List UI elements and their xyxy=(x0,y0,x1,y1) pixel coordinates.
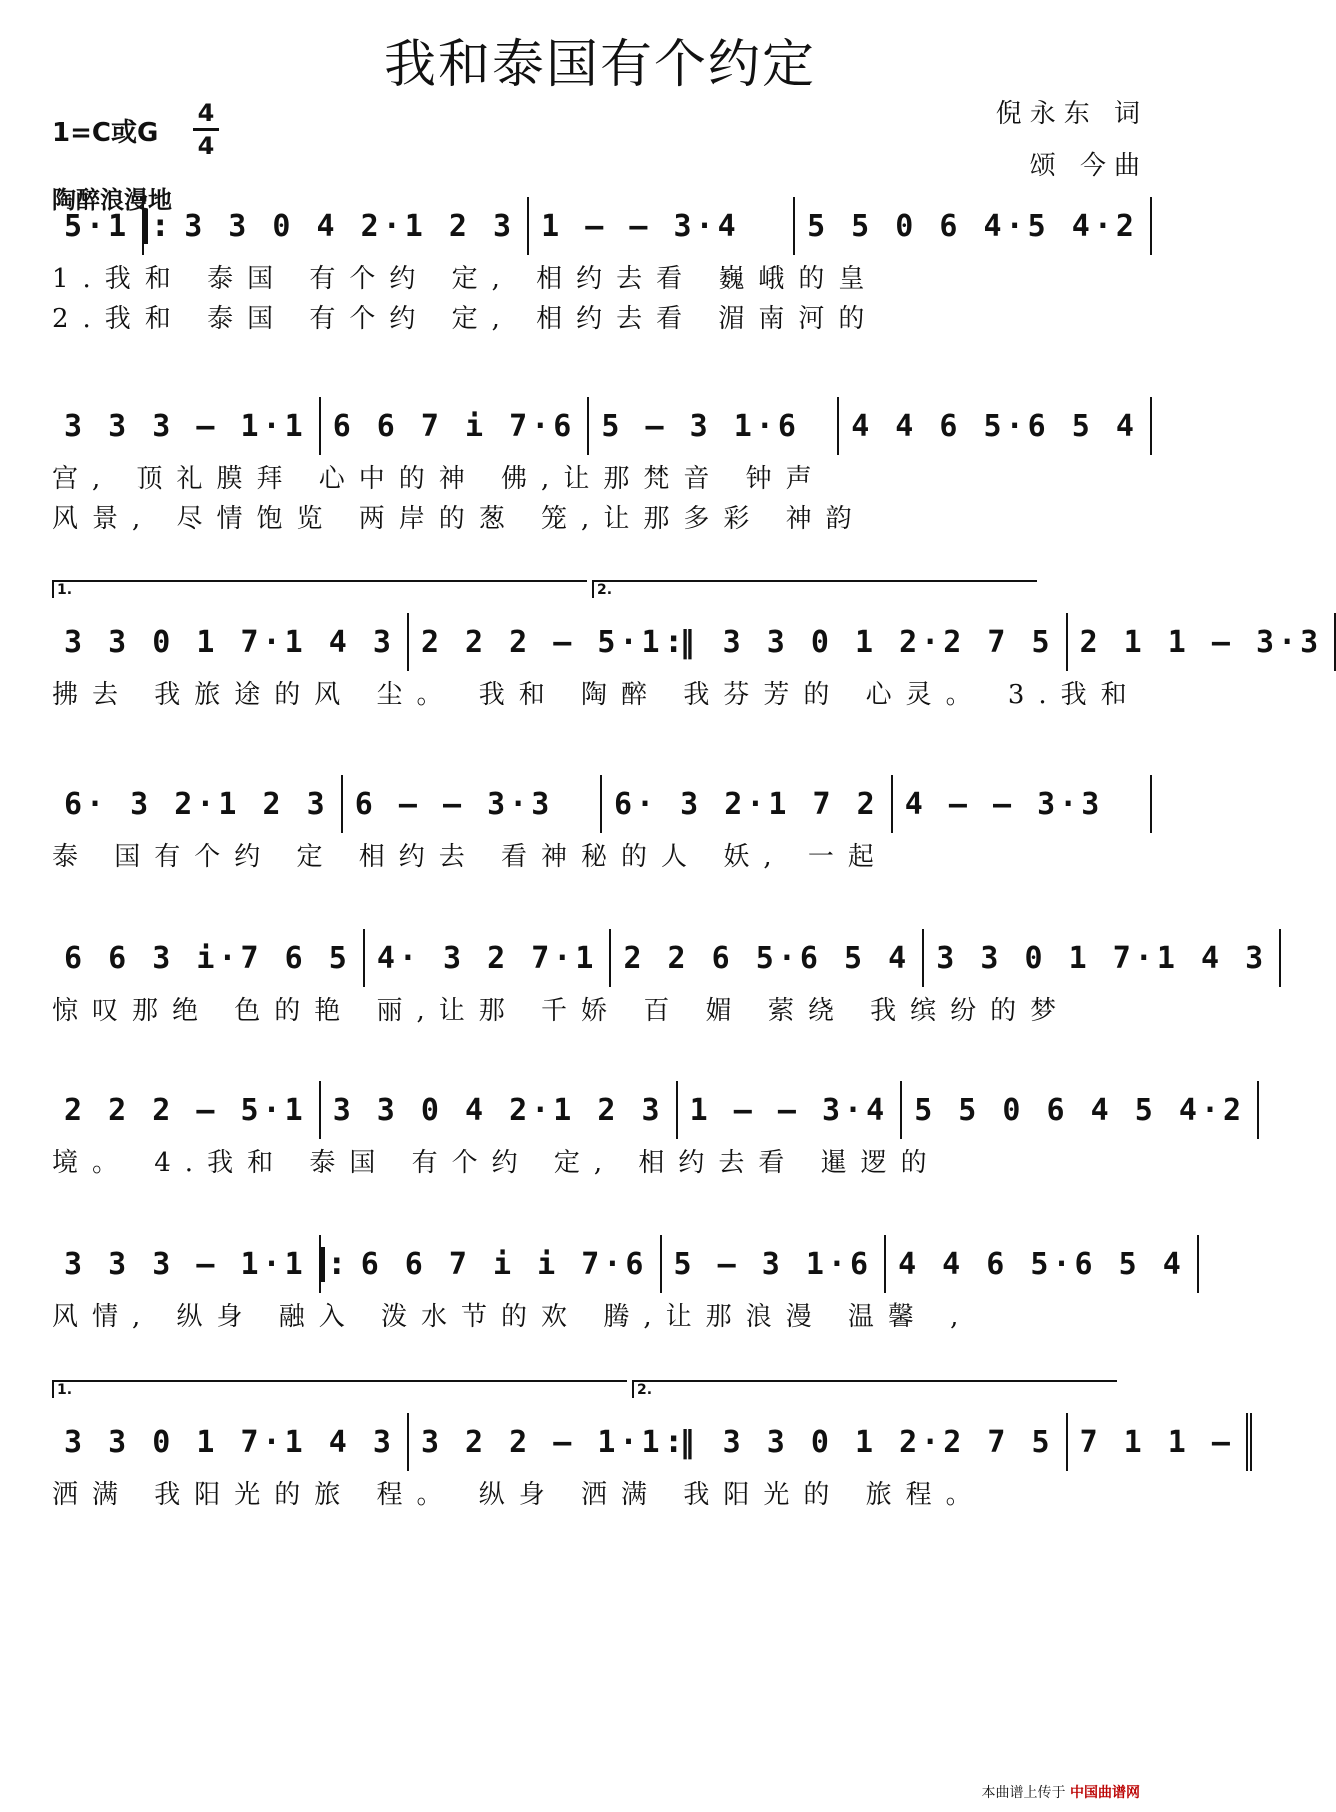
score-system-5 xyxy=(52,928,1268,1028)
notes: 3 3 0 1 7·1 4 3 xyxy=(936,940,1268,976)
notes: 2 2 2 – 5·1 xyxy=(420,624,664,660)
notes: 2 2 6 5·6 5 4 xyxy=(623,940,911,976)
key-signature: 1=C或G xyxy=(52,118,159,148)
lyricist-credit: 倪永东 词 xyxy=(995,99,1148,129)
score-system-2 xyxy=(52,396,1152,536)
measure xyxy=(678,1081,903,1139)
measure xyxy=(321,1081,678,1139)
song-title: 我和泰国有个约定 xyxy=(383,35,816,95)
measure xyxy=(343,775,602,833)
repeat-end-sign: :‖ xyxy=(667,1424,695,1460)
notes: 7 1 1 – xyxy=(1079,1424,1234,1460)
notes: 3 2 2 – 1·1 xyxy=(420,1424,664,1460)
measure xyxy=(602,775,893,833)
notes: 1 – – 3·4 xyxy=(541,208,740,244)
measure xyxy=(611,929,924,987)
lyric-line xyxy=(52,1472,1152,1512)
lyric-line xyxy=(52,456,1152,496)
measure xyxy=(795,197,1152,255)
lyric-text: 宫, 顶礼膜拜 心中的神 佛,让那梵音 钟声 xyxy=(52,463,826,494)
lyric-text: 风景, 尽情饱览 两岸的葱 笼,让那多彩 神韵 xyxy=(52,503,866,534)
lyric-text: 惊叹那绝 色的艳 丽,让那 千娇 百 媚 萦绕 我缤纷的梦 xyxy=(52,995,1071,1026)
time-signature-bottom: 4 xyxy=(197,132,215,160)
measure xyxy=(52,929,365,987)
lyric-line xyxy=(52,296,1152,336)
measure xyxy=(52,613,409,671)
measure xyxy=(349,1235,662,1293)
measure xyxy=(529,197,795,255)
notes: 6 6 7 i i 7·6 xyxy=(360,1246,648,1282)
notes: 2 2 2 – 5·1 xyxy=(64,1092,307,1128)
lyric-line xyxy=(52,496,1152,536)
measure xyxy=(409,613,711,671)
pickup-measure xyxy=(52,197,144,255)
measure xyxy=(172,197,529,255)
notes: 5·1 xyxy=(64,208,131,244)
score-system-1 xyxy=(52,196,1152,336)
notation-row xyxy=(52,774,1152,834)
volta-first-ending: 1. xyxy=(52,1380,627,1398)
volta-second-ending: 2. xyxy=(632,1380,1117,1398)
measure xyxy=(52,1235,321,1293)
measure xyxy=(589,397,839,455)
measure xyxy=(52,397,321,455)
notes: 6· 3 2·1 7 2 xyxy=(614,786,879,822)
measure xyxy=(52,1081,321,1139)
lyric-line xyxy=(52,1140,1152,1180)
notation-row xyxy=(52,928,1268,988)
measure xyxy=(662,1235,887,1293)
notes: 3 3 0 1 7·1 4 3 xyxy=(64,624,395,660)
volta-second-ending: 2. xyxy=(592,580,1037,598)
notes: 6 6 3 i·7 6 5 xyxy=(64,940,351,976)
volta-first-ending: 1. xyxy=(52,580,587,598)
lyric-text: 拂去 我旅途的风 尘。 我和 陶醉 我芬芳的 心灵。 3.我和 xyxy=(52,679,1141,710)
lyric-text: 洒满 我阳光的旅 程。 纵身 洒满 我阳光的 旅程。 xyxy=(52,1479,986,1510)
score-system-7 xyxy=(52,1234,1185,1334)
notes: 4· 3 2 7·1 xyxy=(376,940,598,976)
notation-row xyxy=(52,1234,1185,1294)
notes: 5 – 3 1·6 xyxy=(601,408,800,444)
tempo-marking: 陶醉浪漫地 xyxy=(52,186,172,214)
measure xyxy=(52,775,343,833)
notes: 5 5 0 6 4·5 4·2 xyxy=(807,208,1138,244)
repeat-start-sign: : xyxy=(144,209,172,244)
notes: 6 6 7 i 7·6 xyxy=(332,408,576,444)
time-signature-top: 4 xyxy=(197,99,215,127)
measure xyxy=(52,1413,409,1471)
notes: 3 3 0 4 2·1 2 3 xyxy=(332,1092,664,1128)
notes: 4 4 6 5·6 5 4 xyxy=(851,408,1138,444)
lyric-line xyxy=(52,834,1152,874)
notes: 3 3 3 – 1·1 xyxy=(64,408,307,444)
repeat-start-sign: : xyxy=(321,1247,349,1282)
lyric-line xyxy=(52,988,1152,1028)
footer-credit xyxy=(982,1782,1140,1802)
notes: 4 4 6 5·6 5 4 xyxy=(898,1246,1185,1282)
notes: 1 – – 3·4 xyxy=(689,1092,889,1128)
lyric-text: 1.我和 泰国 有个约 定, 相约去看 巍峨的皇 xyxy=(52,263,879,294)
lyric-text: 泰 国有个约 定 相约去 看神秘的人 妖, 一起 xyxy=(52,841,888,872)
composer-credit: 颂 今曲 xyxy=(1029,151,1148,181)
lyric-line xyxy=(52,1294,1152,1334)
notes: 2 1 1 – 3·3 xyxy=(1079,624,1323,660)
footer-site-logo: 中国曲谱网 xyxy=(1070,1785,1140,1801)
final-measure xyxy=(1068,1413,1252,1471)
notation-row xyxy=(52,1412,1234,1472)
repeat-end-sign: :‖ xyxy=(667,624,695,660)
measure xyxy=(711,1413,1068,1471)
notes: 6· 3 2·1 2 3 xyxy=(64,786,329,822)
measure xyxy=(409,1413,711,1471)
notes: 6 – – 3·3 xyxy=(354,786,554,822)
credits xyxy=(996,88,1148,192)
notes: 5 5 0 6 4 5 4·2 xyxy=(914,1092,1246,1128)
lyric-text: 2.我和 泰国 有个约 定, 相约去看 湄南河的 xyxy=(52,303,879,334)
notes: 4 – – 3·3 xyxy=(904,786,1104,822)
notation-row xyxy=(52,196,1152,256)
time-signature xyxy=(192,100,220,159)
measure xyxy=(365,929,612,987)
notation-row xyxy=(52,396,1152,456)
notes: 3 3 0 1 2·2 7 5 xyxy=(722,1424,1054,1460)
notation-row xyxy=(52,612,1323,672)
notes: 3 3 0 1 7·1 4 3 xyxy=(64,1424,395,1460)
measure xyxy=(902,1081,1259,1139)
notes: 5 – 3 1·6 xyxy=(673,1246,873,1282)
notation-row xyxy=(52,1080,1246,1140)
lyric-text: 境。 4.我和 泰国 有个约 定, 相约去看 暹逻的 xyxy=(52,1147,941,1178)
footer-prefix: 本曲谱上传于 xyxy=(981,1785,1066,1801)
measure xyxy=(886,1235,1199,1293)
measure xyxy=(711,613,1068,671)
time-signature-bar xyxy=(193,128,219,131)
notes: 3 3 3 – 1·1 xyxy=(64,1246,307,1282)
measure xyxy=(321,397,590,455)
notes: 3 3 0 4 2·1 2 3 xyxy=(184,208,516,244)
measure xyxy=(1068,613,1336,671)
score-system-4 xyxy=(52,774,1152,874)
notes: 3 3 0 1 2·2 7 5 xyxy=(722,624,1054,660)
measure xyxy=(839,397,1152,455)
measure xyxy=(924,929,1281,987)
score-system-3 xyxy=(52,582,1323,712)
lyric-text: 风情, 纵身 融入 泼水节的欢 腾,让那浪漫 温馨 , xyxy=(52,1301,973,1332)
score-system-8 xyxy=(52,1382,1234,1512)
lyric-line xyxy=(52,256,1152,296)
lyric-line xyxy=(52,672,1152,712)
score-system-6 xyxy=(52,1080,1246,1180)
measure xyxy=(893,775,1152,833)
